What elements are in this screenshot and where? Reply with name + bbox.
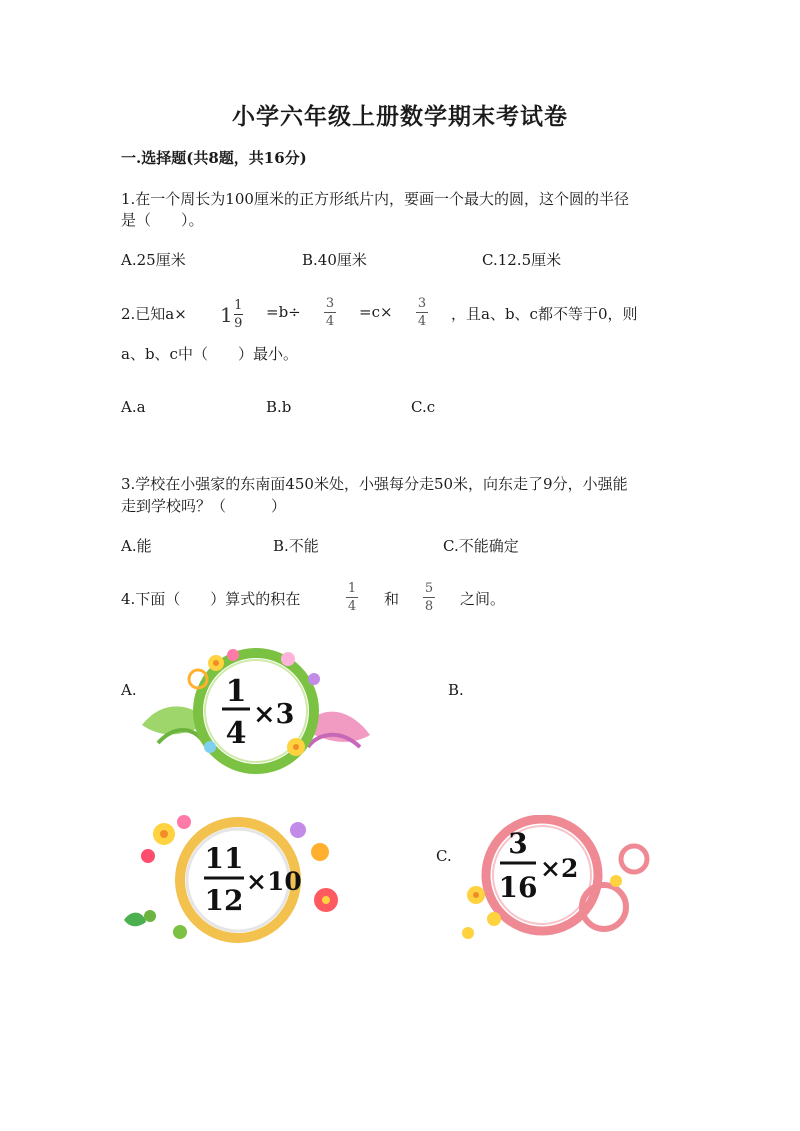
option-a-denominator: 4	[225, 716, 247, 751]
q3-option-c[interactable]: C.不能确定	[443, 537, 519, 555]
q2-text-line2: a、b、c中（ ）最小。	[121, 345, 298, 363]
q4-option-b-image[interactable]	[120, 812, 356, 948]
option-c-numerator: 3	[508, 827, 528, 860]
q4-option-b-label[interactable]: B.	[448, 681, 464, 699]
numerator: 3	[325, 296, 335, 311]
numerator: 1	[347, 581, 357, 596]
q2-text-part4: ，且a、b、c都不等于0，则	[451, 305, 638, 323]
q2-text-part3: =c×	[359, 303, 393, 321]
numerator: 3	[417, 296, 427, 311]
q1-option-a[interactable]: A.25厘米	[121, 251, 186, 269]
q4-text-part3: 之间。	[460, 590, 506, 608]
q1-text-line2: 是（ ）。	[121, 211, 204, 229]
numerator: 1	[234, 298, 243, 313]
fraction-bar	[346, 597, 358, 598]
denominator: 8	[424, 599, 434, 614]
q1-text-line1: 1.在一个周长为100厘米的正方形纸片内，要画一个最大的圆，这个圆的半径	[121, 190, 629, 208]
q2-mixed-number	[220, 298, 243, 331]
q2-text-part1: 2.已知a×	[121, 305, 187, 323]
option-c-multiplier: ×2	[540, 854, 579, 883]
option-b-denominator: 12	[204, 884, 244, 917]
option-a-multiplier: ×3	[253, 699, 295, 730]
option-a-numerator: 1	[225, 674, 247, 709]
option-c-denominator: 16	[498, 871, 538, 904]
fraction-bar	[324, 312, 336, 313]
q4-text-part2: 和	[384, 590, 400, 608]
option-b-multiplier: ×10	[246, 867, 302, 896]
q3-option-a[interactable]: A.能	[121, 537, 152, 555]
q1-option-b[interactable]: B.40厘米	[302, 251, 367, 269]
page-title: 小学六年级上册数学期末考试卷	[232, 103, 568, 130]
q2-fraction-2	[416, 296, 428, 329]
q4-fraction-2	[423, 581, 435, 614]
q2-text-part2: =b÷	[266, 303, 301, 321]
numerator: 5	[424, 581, 434, 596]
q3-text-line2: 走到学校吗？（ ）	[121, 497, 287, 515]
q3-text-line1: 3.学校在小强家的东南面450米处，小强每分走50米，向东走了9分，小强能	[121, 475, 628, 493]
denominator: 4	[347, 599, 357, 614]
q2-mixed-fraction	[234, 298, 243, 331]
denominator: 4	[325, 314, 335, 329]
q2-option-c[interactable]: C.c	[411, 398, 436, 416]
q3-option-b[interactable]: B.不能	[273, 537, 319, 555]
q1-option-c[interactable]: C.12.5厘米	[482, 251, 562, 269]
q2-mixed-whole: 1	[220, 302, 233, 327]
fraction-bar	[423, 597, 435, 598]
q4-option-c-image[interactable]	[454, 815, 664, 951]
fraction-bar	[416, 312, 428, 313]
q4-option-c-label[interactable]: C.	[436, 847, 452, 865]
q4-text-part1: 4.下面（ ）算式的积在	[121, 590, 301, 608]
q2-option-b[interactable]: B.b	[266, 398, 292, 416]
small-ring	[621, 846, 647, 872]
q2-fraction-1	[324, 296, 336, 329]
q4-option-a-image[interactable]	[138, 643, 374, 779]
fraction-bar	[234, 314, 243, 315]
denominator: 4	[417, 314, 427, 329]
section-heading: 一.选择题(共8题，共16分)	[121, 149, 307, 167]
q4-option-a-label[interactable]: A.	[121, 681, 137, 699]
option-b-numerator: 11	[204, 842, 244, 875]
q2-option-a[interactable]: A.a	[121, 398, 146, 416]
denominator: 9	[234, 316, 243, 331]
q4-fraction-1	[346, 581, 358, 614]
